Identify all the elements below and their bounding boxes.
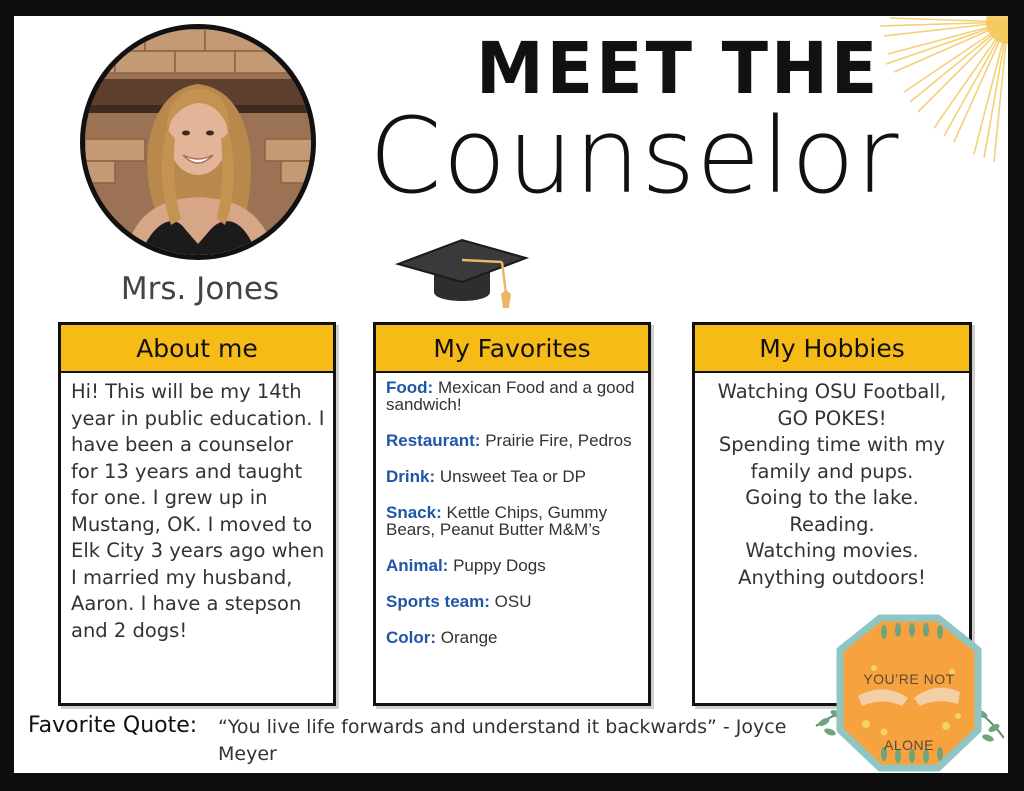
hobby-item: Anything outdoors!	[738, 565, 926, 589]
counselor-name: Mrs. Jones	[120, 271, 280, 307]
title-meet-the: MEET THE	[476, 28, 881, 111]
favorites-card	[373, 322, 651, 706]
badge-text-line2: ALONE	[884, 737, 934, 753]
favorite-quote-label: Favorite Quote:	[28, 713, 198, 738]
portrait-illustration	[85, 29, 311, 255]
counselor-photo	[80, 24, 316, 260]
graduation-cap-icon	[394, 234, 530, 314]
hobby-item: Watching OSU Football, GO POKES!	[717, 380, 947, 430]
favorite-item-color: Color: Orange	[386, 628, 498, 647]
favorite-item-drink: Drink: Unsweet Tea or DP	[386, 467, 587, 486]
about-me-heading: About me	[61, 325, 333, 373]
favorites-list	[376, 373, 648, 646]
favorite-item-restaurant: Restaurant: Prairie Fire, Pedros	[386, 431, 632, 450]
favorite-item-animal: Animal: Puppy Dogs	[386, 556, 546, 575]
hobby-item: Going to the lake.	[745, 486, 919, 509]
hobby-item: Watching movies.	[745, 539, 919, 562]
favorite-item-snack: Snack: Kettle Chips, Gummy Bears, Peanut Butter M&M’s	[386, 503, 608, 539]
favorites-heading: My Favorites	[376, 325, 648, 373]
hobbies-list	[695, 373, 969, 591]
youre-not-alone-badge	[814, 614, 1004, 772]
badge-text-line1: YOU’RE NOT	[863, 671, 955, 687]
hobbies-heading: My Hobbies	[695, 325, 969, 373]
favorite-quote-text: “You live life forwards and understand it backwards” - Joyce Meyer	[218, 716, 787, 765]
title-counselor: Counselor	[369, 95, 900, 217]
about-me-card	[58, 322, 336, 706]
favorite-item-sports-team: Sports team: OSU	[386, 592, 532, 611]
hobby-item: Reading.	[789, 512, 875, 536]
favorite-item-food: Food: Mexican Food and a good sandwich!	[386, 378, 635, 414]
hobby-item: Spending time with my family and pups.	[718, 433, 946, 483]
poster	[14, 16, 1008, 773]
about-me-text: Hi! This will be my 14th year in public education. I have been a counselor for 13 years and taught for one. I grew up in Mustang, OK. I moved to Elk City 3 years ago when I married my husband, Aaron. I have a stepson and 2 dogs!	[71, 380, 325, 642]
